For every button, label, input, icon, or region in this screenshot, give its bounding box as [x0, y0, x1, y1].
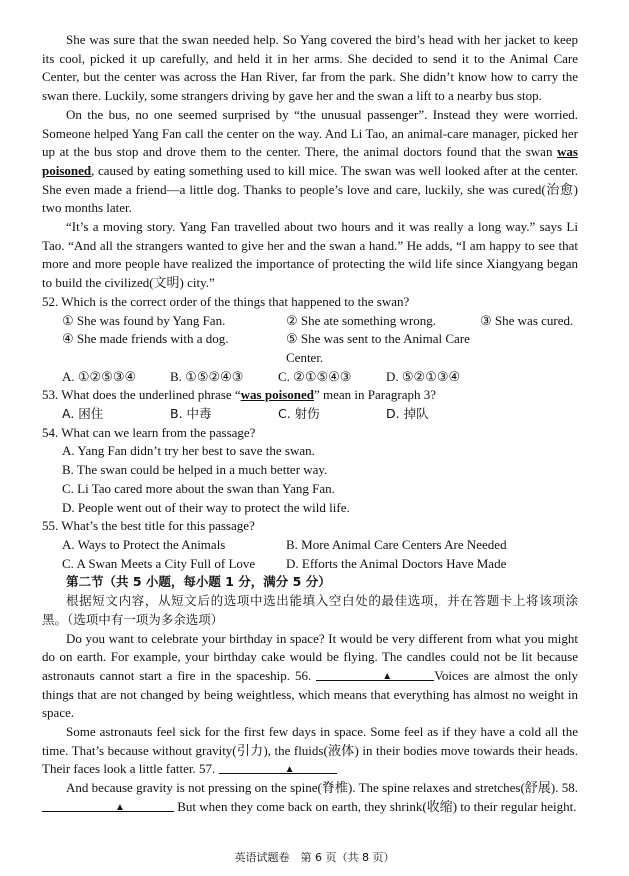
q53-underlined-phrase: was poisoned	[240, 387, 314, 403]
q53-options	[42, 405, 578, 424]
q53-option-c[interactable]: C. 射伤	[278, 406, 320, 422]
section-2-heading: 第二节（共 5 小题，每小题 1 分，满分 5 分）	[66, 574, 331, 590]
q55-option-d[interactable]: D. Efforts the Animal Doctors Have Made	[286, 555, 507, 571]
q55-option-b[interactable]: B. More Animal Care Centers Are Needed	[286, 536, 507, 552]
q52-events-row-1	[42, 312, 578, 331]
q52-event-1: ① She was found by Yang Fan.	[62, 312, 226, 328]
q53-stem-before: 53. What does the underlined phrase “	[42, 387, 241, 403]
question-52-stem: 52. Which is the correct order of the things that happened to the swan?	[42, 293, 410, 309]
q52-option-c[interactable]: C. ②①⑤④③	[278, 368, 352, 384]
passage2-paragraph-2	[42, 723, 578, 779]
underlined-phrase: was poisoned	[42, 144, 578, 178]
q52-event-4: ④ She made friends with a dog.	[62, 331, 229, 347]
question-55-stem: 55. What’s the best title for this passage?	[42, 518, 255, 534]
blank-57[interactable]	[219, 760, 337, 774]
passage2-paragraph-1	[42, 630, 578, 724]
p2-1-before: Do you want to celebrate your birthday in space? It would be very different from what you might do on earth. For example, your birthday cake would be flying. The candles could not be lit because astronauts cannot start a fire in the spaceship. 56.	[42, 630, 578, 683]
page-content	[42, 31, 578, 817]
q53-option-b[interactable]: B. 中毒	[170, 406, 212, 422]
p2-1-after: Voices are almost the only things that are not changed by being weightless, which means that everything has almost no weight in space.	[42, 667, 579, 721]
q53-option-a[interactable]: A. 困住	[62, 406, 104, 422]
q52-event-3: ③ She was cured.	[480, 312, 574, 328]
q52-event-2: ② She ate something wrong.	[286, 312, 436, 328]
q53-option-d[interactable]: D. 掉队	[386, 406, 429, 422]
passage2-paragraph-3	[42, 779, 578, 816]
p2-text-after: , caused by eating something used to kill mice. The swan was well looked after at the center. She even made a friend—a little dog. Thanks to people’s love and care, luckily, she was cured(治愈) two months later.	[42, 162, 578, 216]
q54-option-b[interactable]: B. The swan could be helped in a much better way.	[62, 462, 328, 478]
blank-57-triangle-icon: ▲	[284, 764, 295, 776]
q54-option-a[interactable]: A. Yang Fan didn’t try her best to save the swan.	[62, 443, 315, 459]
q54-option-c[interactable]: C. Li Tao cared more about the swan than Yang Fan.	[62, 480, 335, 496]
blank-56[interactable]	[316, 667, 434, 681]
question-53-stem	[42, 386, 578, 405]
q55-options-row-2	[42, 555, 578, 574]
blank-58-triangle-icon: ▲	[115, 801, 125, 813]
p2-2-before: Some astronauts feel sick for the first few days in space. Some feel as if they have a cold all the time. That’s because without gravity(引力), the fluids(液体) in their bodies move towards their heads. Their faces look a little fatter. 57.	[42, 724, 578, 777]
passage-paragraph-3: “It’s a moving story. Yang Fan travelled about two hours and it was really a long way.” says Li Tao. “And all the strangers wanted to give her and the swan a hand.” He adds, “I am happy to see that more and more people have realized the importance of protecting the wild life since Xiangyang began to build the civilized(文明) city.”	[42, 219, 578, 291]
blank-58[interactable]	[42, 798, 174, 812]
q52-option-b[interactable]: B. ①⑤②④③	[170, 368, 244, 384]
p2-3-after: But when they come back on earth, they shrink(收缩) to their regular height.	[174, 798, 577, 814]
p2-3-before: And because gravity is not pressing on the spine(脊椎). The spine relaxes and stretches(舒展). 58.	[66, 780, 578, 796]
q53-stem-after: ” mean in Paragraph 3?	[314, 387, 437, 403]
q55-options-row-1	[42, 536, 578, 555]
page-footer: 英语试题卷 第 6 页（共 8 页）	[234, 851, 395, 864]
q52-option-a[interactable]: A. ①②⑤③④	[62, 368, 137, 384]
q52-events-row-2	[42, 330, 578, 367]
q52-event-5: ⑤ She was sent to the Animal Care Center.	[286, 331, 470, 365]
passage-paragraph-1: She was sure that the swan needed help. So Yang covered the bird’s head with her jacket to keep its cool, picked it up carefully, and held it in her arms. She decided to send it to the Animal Care Center, but the center was across the Han River, far from the park. She didn’t know how to carry the swan there. Luckily, some strangers driving by gave her and the swan a lift to a nearby bus stop.	[42, 32, 578, 104]
section-2-instruction: 根据短文内容，从短文后的选项中选出能填入空白处的最佳选项，并在答题卡上将该项涂黑。（选项中有一项为多余选项）	[42, 593, 578, 627]
q52-options	[42, 368, 578, 387]
q52-option-d[interactable]: D. ⑤②①③④	[386, 368, 461, 384]
q54-option-d[interactable]: D. People went out of their way to protect the wild life.	[62, 499, 350, 515]
q55-option-c[interactable]: C. A Swan Meets a City Full of Love	[62, 555, 256, 571]
p2-text-before: On the bus, no one seemed surprised by “the unusual passenger”. Instead they were worried. Someone helped Yang Fan call the center on the way. And Li Tao, an animal-care manager, picked her up at the bus stop and drove them to the center. There, the animal doctors found that the swan	[42, 106, 578, 160]
blank-56-triangle-icon: ▲	[382, 670, 393, 682]
q55-option-a[interactable]: A. Ways to Protect the Animals	[62, 536, 226, 552]
passage-paragraph-2	[42, 106, 578, 218]
question-54-stem: 54. What can we learn from the passage?	[42, 424, 256, 440]
